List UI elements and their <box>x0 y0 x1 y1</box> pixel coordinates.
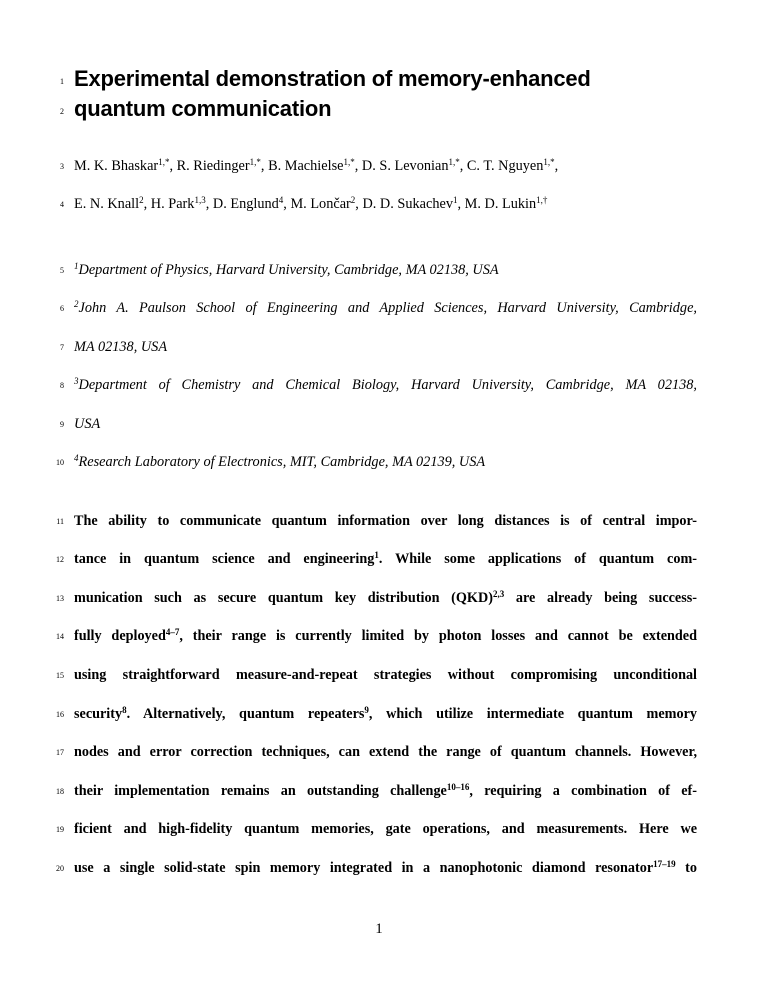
author-name: B. Machielse <box>268 158 344 174</box>
author-name: E. N. Knall <box>74 196 140 212</box>
author-affiliation-mark: 4 <box>278 195 284 206</box>
abstract-line: use a single solid-state spin memory integrated in a nanophotonic diamond resonator$^{17-19}$ to <box>74 859 697 876</box>
line-number: 17 <box>56 748 64 757</box>
abstract-line: tance in quantum science and engineering$^1$. While some applications of quantum com- <box>74 550 697 567</box>
author-name: C. T. Nguyen <box>466 158 544 174</box>
author-name: H. Park <box>150 196 195 212</box>
author-line-2: E. N. Knall$^2$, H. Park$^{1,3}$, D. Englund$^4$, M. Lončar$^2$, D. D. Sukachev$^1$, M. D. Lukin$^{1,\dagger}$ <box>74 195 548 212</box>
line-number: 2 <box>60 107 64 116</box>
line-number: 12 <box>56 555 64 564</box>
line-number: 3 <box>60 162 64 171</box>
line-number: 10 <box>56 458 64 467</box>
author-name: D. S. Levonian <box>361 158 449 174</box>
affiliation-1 <box>74 262 499 279</box>
affiliation-text: John A. Paulson School of Engineering and Applied Sciences, Harvard University, Cambridge, <box>78 300 697 316</box>
abstract-line: fully deployed$^{4-7}$, their range is currently limited by photon losses and cannot be extended <box>74 627 697 644</box>
affiliation-text: Research Laboratory of Electronics, MIT, Cambridge, MA 02139, USA <box>78 454 486 470</box>
author-name: D. Englund <box>212 196 279 212</box>
line-number: 11 <box>56 517 64 526</box>
affiliation-3 <box>74 377 697 394</box>
citation: 8 <box>122 705 127 716</box>
line-number: 7 <box>60 343 64 352</box>
author-name: R. Riedinger <box>176 158 250 174</box>
line-number: 5 <box>60 266 64 275</box>
abstract-line: using straightforward measure-and-repeat strategies without compromising unconditional <box>74 667 697 683</box>
citation: 9 <box>364 705 369 716</box>
affiliation-3-continued: USA <box>74 416 101 432</box>
author-name: D. D. Sukachev <box>362 196 453 212</box>
citation: 4–7 <box>165 627 180 638</box>
abstract-line: The ability to communicate quantum information over long distances is of central impor- <box>74 513 697 529</box>
author-affiliation-mark: 1,3 <box>194 195 206 206</box>
author-affiliation-mark: 1,* <box>343 157 355 168</box>
line-number: 15 <box>56 671 64 680</box>
author-name: M. K. Bhaskar <box>74 158 159 174</box>
paper-title-line-2: quantum communication <box>74 96 332 121</box>
line-number: 1 <box>60 77 64 86</box>
author-affiliation-mark: 1,* <box>543 157 555 168</box>
line-number: 9 <box>60 420 64 429</box>
affiliation-mark: 3 <box>74 376 79 387</box>
line-number: 14 <box>56 632 64 641</box>
author-name: M. Lončar <box>290 196 351 212</box>
line-number: 6 <box>60 304 64 313</box>
affiliation-2 <box>74 300 697 317</box>
line-number: 20 <box>56 864 64 873</box>
abstract-line: their implementation remains an outstanding challenge$^{10-16}$, requiring a combination of ef- <box>74 782 698 799</box>
affiliation-text: Department of Chemistry and Chemical Biology, Harvard University, Cambridge, MA 02138, <box>78 377 697 393</box>
abstract-line: munication such as secure quantum key distribution (QKD)$^{2,3}$ are already being success- <box>74 589 697 606</box>
citation: 1 <box>374 550 379 561</box>
author-line-1: M. K. Bhaskar$^{1,*}$, R. Riedinger$^{1,*}$, B. Machielse$^{1,*}$, D. S. Levonian$^{1,*}$, C. T. Nguyen$^{1,*}$, <box>74 157 559 174</box>
author-affiliation-mark: 1,* <box>158 157 170 168</box>
page-number: 1 <box>375 921 383 937</box>
citation: 17–19 <box>653 859 676 870</box>
abstract-line: ficient and high-fidelity quantum memories, gate operations, and measurements. Here we <box>74 821 697 837</box>
citation: 10–16 <box>446 782 470 793</box>
affiliation-mark: 1 <box>74 261 79 272</box>
abstract-line: nodes and error correction techniques, can extend the range of quantum channels. However, <box>74 744 697 760</box>
affiliation-2-continued: MA 02138, USA <box>74 339 168 355</box>
author-affiliation-mark: 2 <box>139 195 144 206</box>
citation: 2,3 <box>492 589 505 600</box>
affiliation-mark: 2 <box>74 299 79 310</box>
line-number: 16 <box>56 710 64 719</box>
abstract-line: security$^8$. Alternatively, quantum repeaters$^9$, which utilize intermediate quantum memory <box>74 705 697 722</box>
line-number: 18 <box>56 787 64 796</box>
author-affiliation-mark: 1 <box>452 195 458 206</box>
line-number: 13 <box>56 594 64 603</box>
author-affiliation-mark: 1,* <box>249 157 261 168</box>
line-number: 19 <box>56 825 64 834</box>
line-number: 4 <box>60 200 64 209</box>
author-affiliation-mark: 1,* <box>448 157 460 168</box>
author-affiliation-mark: 1,† <box>536 195 548 206</box>
author-affiliation-mark: 2 <box>350 195 356 206</box>
affiliation-4 <box>74 454 485 471</box>
affiliation-text: Department of Physics, Harvard University, Cambridge, MA 02138, USA <box>78 262 499 278</box>
affiliation-mark: 4 <box>74 453 79 464</box>
line-number: 8 <box>60 381 64 390</box>
author-name: M. D. Lukin <box>464 196 537 212</box>
paper-title-line-1: Experimental demonstration of memory-enhanced <box>74 66 591 91</box>
